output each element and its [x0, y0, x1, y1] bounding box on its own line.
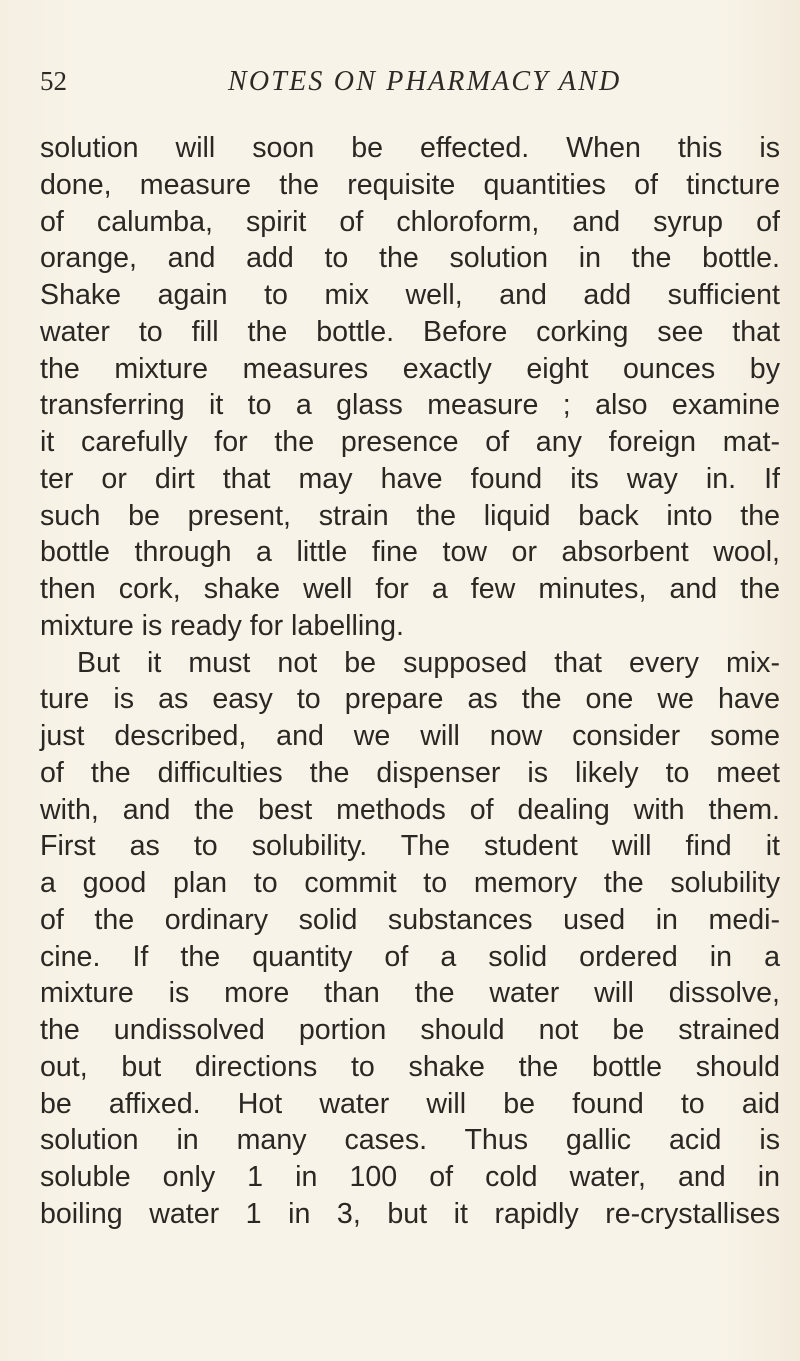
- text-line: a good plan to commit to memory the solubility: [40, 867, 780, 899]
- text-line: it carefully for the presence of any foreign mat-: [40, 426, 780, 458]
- text-line: cine. If the quantity of a solid ordered in a: [40, 940, 780, 973]
- text-line: just described, and we will now consider some: [40, 720, 780, 752]
- text-line: such be present, strain the liquid back into the: [40, 499, 780, 532]
- text-line: solution will soon be effected. When this is: [40, 132, 780, 164]
- text-line: of calumba, spirit of chloroform, and syrup of: [40, 205, 780, 238]
- text-line: be affixed. Hot water will be found to aid: [40, 1087, 780, 1120]
- page-number: 52: [40, 66, 67, 96]
- paragraph-end-line: mixture is ready for labelling.: [40, 609, 404, 642]
- body-text: [40, 130, 780, 1233]
- text-line: water to fill the bottle. Before corking see that: [40, 315, 780, 348]
- text-line: mixture is more than the water will dissolve,: [40, 977, 780, 1010]
- text-line: the mixture measures exactly eight ounces by: [40, 352, 780, 385]
- text-line: ter or dirt that may have found its way in. If: [40, 462, 780, 495]
- text-line: with, and the best methods of dealing with them.: [40, 793, 780, 826]
- text-line: orange, and add to the solution in the bottle.: [40, 242, 780, 275]
- text-line: ture is as easy to prepare as the one we have: [40, 683, 780, 716]
- text-line: then cork, shake well for a few minutes, and the: [40, 573, 780, 605]
- text-line: out, but directions to shake the bottle should: [40, 1050, 780, 1083]
- text-line: boiling water 1 in 3, but it rapidly re-crystallises: [40, 1197, 780, 1230]
- text-line: solution in many cases. Thus gallic acid is: [40, 1124, 780, 1157]
- running-title: NOTES ON PHARMACY AND: [228, 66, 622, 97]
- text-line: transferring it to a glass measure ; also examine: [40, 389, 780, 422]
- text-line: Shake again to mix well, and add sufficient: [40, 279, 780, 311]
- text-line: done, measure the requisite quantities of tincture: [40, 168, 780, 201]
- page-header: [40, 66, 780, 102]
- paragraph-start-line: But it must not be supposed that every mix-: [77, 646, 780, 679]
- text-line: the undissolved portion should not be strained: [40, 1014, 780, 1046]
- text-line: of the difficulties the dispenser is likely to meet: [40, 756, 780, 789]
- text-line: bottle through a little fine tow or absorbent wool,: [40, 536, 780, 569]
- text-line: of the ordinary solid substances used in medi-: [40, 903, 780, 936]
- text-line: First as to solubility. The student will find it: [40, 830, 780, 863]
- text-line: soluble only 1 in 100 of cold water, and in: [40, 1161, 780, 1193]
